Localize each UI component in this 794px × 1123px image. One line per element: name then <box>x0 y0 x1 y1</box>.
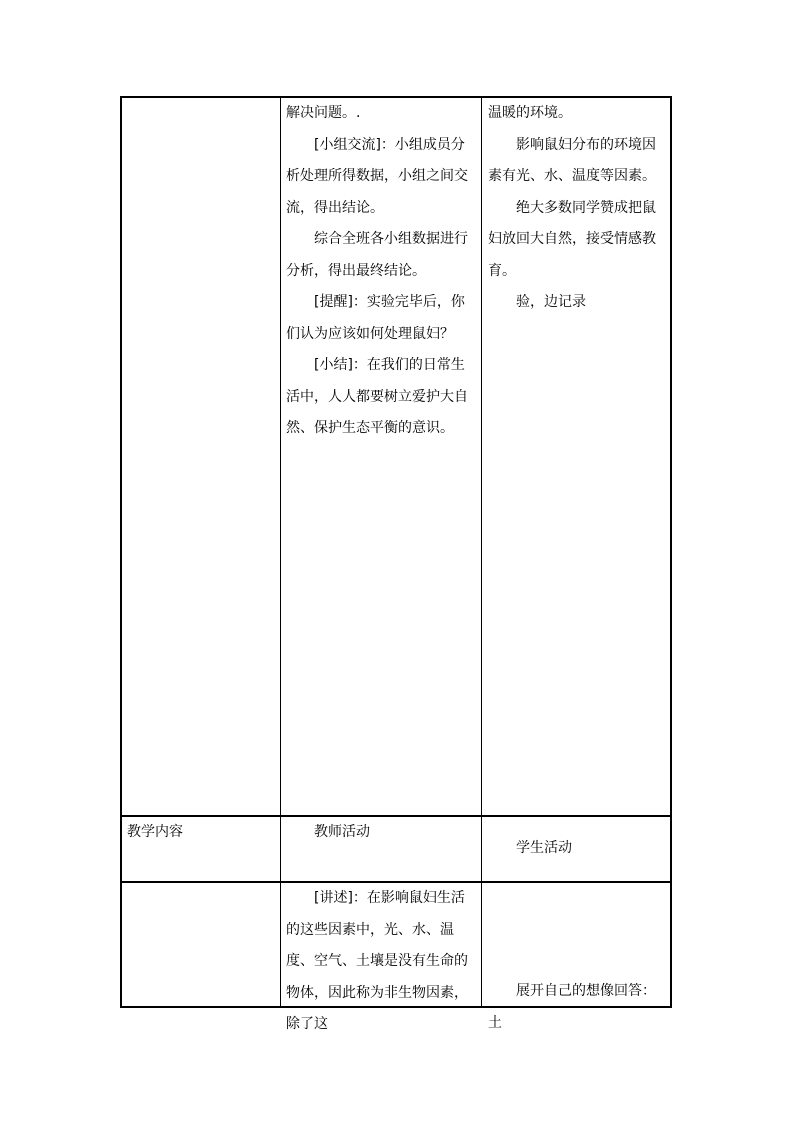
student-line-3: 绝大多数同学赞成把鼠妇放回大自然，接受情感教育。 <box>488 199 656 279</box>
student-line-1: 温暖的环境。 <box>488 105 572 121</box>
table-right-border <box>670 96 672 1008</box>
teacher-line-2: [小组交流]：小组成员分析处理所得数据，小组之间交流，得出结论。 <box>286 136 468 216</box>
column-divider-2 <box>481 96 482 1008</box>
teacher-line-5: [小结]：在我们的日常生活中，人人都要树立爱护大自然、保护生态平衡的意识。 <box>286 357 468 436</box>
top-teacher-cell <box>286 98 478 445</box>
student-line-2: 影响鼠妇分布的环境因素有光、水、温度等因素。 <box>488 136 656 184</box>
bottom-teacher-cell: [讲述]：在影响鼠妇生活的这些因素中，光、水、温度、空气、土壤是没有生命的物体，因此称为非生物因素，除了这 <box>286 890 468 1032</box>
header-teacher-activity: 教师活动 <box>314 824 370 840</box>
top-student-cell <box>488 98 666 319</box>
bottom-student-cell: 展开自己的想像回答：土 <box>488 983 656 1031</box>
teacher-line-4: [提醒]：实验完毕后，你们认为应该如何处理鼠妇？ <box>286 294 465 342</box>
teacher-line-3: 综合全班各小组数据进行分析，得出最终结论。 <box>286 231 468 279</box>
table-left-border <box>120 96 122 1008</box>
teacher-line-1: 解决问题。. <box>286 105 361 121</box>
student-line-4: 验，边记录 <box>516 294 586 310</box>
column-divider-1 <box>280 96 281 1008</box>
header-teaching-content: 教学内容 <box>127 824 183 840</box>
header-student-activity: 学生活动 <box>516 840 572 856</box>
